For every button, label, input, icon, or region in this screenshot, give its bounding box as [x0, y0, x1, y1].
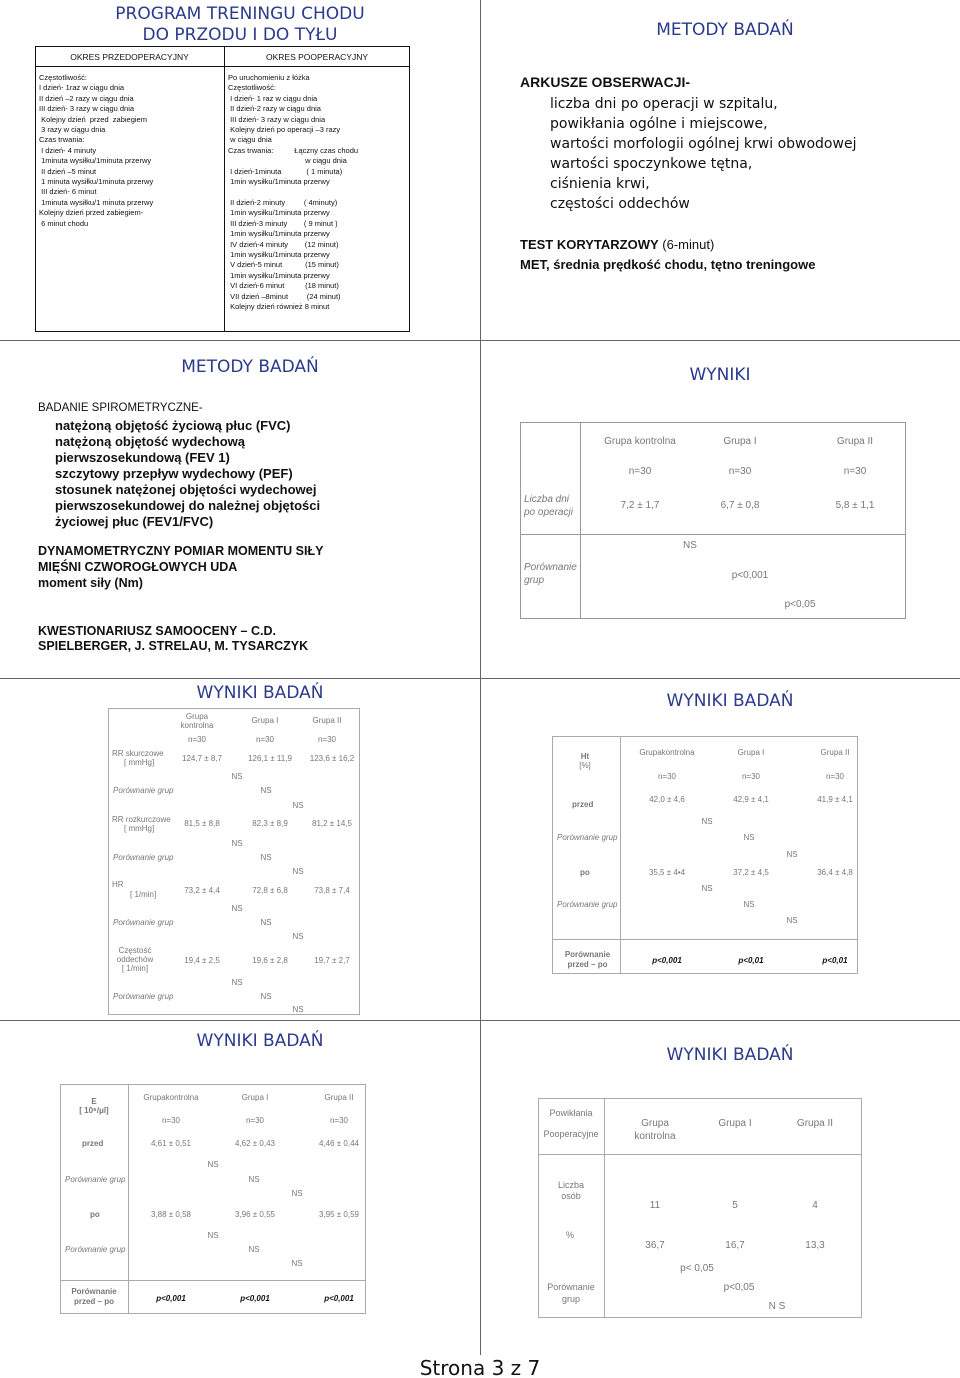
hdr-group1: Grupa I [718, 1118, 752, 1129]
ns-6: NS [786, 916, 798, 925]
row-complications: Powikłania [549, 1108, 593, 1118]
preop-line: II dzień –5 minut [39, 166, 97, 176]
preop-line: 3 razy w ciągu dnia [39, 125, 106, 135]
spiro-item: pierwszosekundową (FEV 1) [55, 450, 230, 465]
label-hr-unit: [ 1/min] [130, 890, 157, 899]
before-group1: 4,62 ± 0,43 [235, 1139, 275, 1148]
pp-group2: p<0,001 [324, 1294, 354, 1303]
table-rule [520, 534, 906, 535]
panel-title: WYNIKI [689, 365, 751, 385]
postop-line: II dzień-2 minuty ( 4minuty) [228, 197, 338, 207]
row-compare-2: grup [561, 1294, 580, 1304]
preop-line: 1 minuta wysiłku/1minuta przerwy [39, 177, 154, 187]
spiro-item: natężoną objętość wydechową [55, 434, 245, 449]
rr-d-control: 81,5 ± 8,8 [184, 819, 220, 828]
hdr-group1: Grupa I [251, 716, 279, 725]
n-group1: n=30 [245, 1116, 265, 1125]
resp-control: 19,4 ± 2,5 [184, 956, 220, 965]
ns-6: NS [291, 1259, 303, 1268]
table-rule [580, 422, 581, 619]
ns-3: NS [292, 801, 304, 810]
met-line: MET, średnia prędkość chodu, tętno treningowe [520, 257, 816, 272]
pct-group1: 16,7 [725, 1240, 745, 1251]
label-ht: Ht [580, 752, 590, 761]
n-group2: n=30 [329, 1116, 349, 1125]
pct-control: 36,7 [645, 1240, 665, 1251]
corridor-test-name: TEST KORYTARZOWY [520, 237, 659, 252]
ns-10: NS [231, 978, 243, 987]
corridor-test-duration: (6-minut) [658, 237, 715, 252]
hr-group2: 73,8 ± 7,4 [314, 886, 350, 895]
ns-5: NS [743, 900, 755, 909]
preop-schedule [39, 73, 153, 229]
preop-line: 1minuta wysiłku/1minuta przerwy [39, 156, 152, 166]
label-compare: Porównanie grup [557, 900, 618, 909]
after-group2: 3,95 ± 0,59 [319, 1210, 359, 1219]
label-before-after-2: przed – po [73, 1297, 114, 1306]
hdr-control: Grupa [185, 712, 209, 721]
table-column-rule [224, 46, 225, 332]
after-group2: 36,4 ± 4,8 [817, 868, 853, 877]
label-before-after-2: przed – po [567, 960, 608, 969]
n-control: n=30 [187, 735, 207, 744]
label-before-after: Porównanie [564, 950, 611, 959]
days-group2: 5,8 ± 1,1 [835, 500, 875, 511]
ns-3: NS [786, 850, 798, 859]
panel-title-line1: PROGRAM TRENINGU CHODU [115, 4, 365, 24]
preop-line: Częstotliwość: [39, 73, 87, 82]
preop-line: I dzień- 1raz w ciągu dnia [39, 83, 125, 93]
hdr-group1: Grupa I [737, 748, 765, 757]
postop-line: III dzień-3 minuty ( 9 minut ) [228, 218, 338, 228]
row-compare: Porównanie [547, 1282, 595, 1292]
postop-line: w ciągu dnia [228, 156, 347, 166]
row-label-days-2: po operacji [524, 507, 573, 518]
postop-line: VI dzień-6 minut (18 minut) [228, 281, 339, 291]
ns-8: NS [260, 918, 272, 927]
label-compare: Porównanie grup [113, 853, 174, 862]
preop-line: 1minuta wysiłku/1 minuta przerwy [39, 197, 154, 207]
after-control: 3,88 ± 0,58 [151, 1210, 191, 1219]
table-header-rule [35, 66, 410, 67]
postop-line: 1min wysiłku/1minuta przerwy [228, 270, 330, 280]
observation-item: wartości spoczynkowe tętna, [550, 156, 753, 172]
days-group1: 6,7 ± 0,8 [720, 500, 760, 511]
preop-line: Czas trwania: [39, 135, 85, 145]
preop-line: Kolejny dzień przed zabiegiem- [39, 208, 144, 218]
cmp-group1-group2: N S [768, 1301, 786, 1312]
postop-schedule [228, 73, 358, 312]
after-group1: 37,2 ± 4,5 [733, 868, 769, 877]
postop-line [228, 187, 358, 197]
hdr-group2: Grupa II [836, 436, 874, 447]
pct-group2: 13,3 [805, 1240, 825, 1251]
before-group2: 4,46 ± 0,44 [319, 1139, 359, 1148]
observation-item: wartości morfologii ogólnej krwi obwodowej [550, 136, 857, 152]
pp-group1: p<0,01 [738, 956, 764, 965]
label-compare: Porównanie grup [557, 833, 618, 842]
ns-11: NS [260, 992, 272, 1001]
spiro-heading: BADANIE SPIROMETRYCZNE- [38, 402, 203, 414]
label-compare: Porównanie grup [113, 992, 174, 1001]
table-rule [60, 1280, 366, 1281]
n-group1: n=30 [741, 772, 761, 781]
before-control: 4,61 ± 0,51 [151, 1139, 191, 1148]
ns-12: NS [292, 1005, 304, 1014]
n-group2: n=30 [317, 735, 337, 744]
panel-title: METODY BADAŃ [656, 20, 794, 40]
preop-line: III dzień- 3 razy w ciągu dnia [39, 104, 135, 114]
postop-line: Po uruchomieniu z łóżka [228, 73, 310, 82]
hdr-control: Grupa [641, 1118, 669, 1129]
label-rr-diastolic: RR rozkurczowe [112, 815, 171, 824]
n-control: n=30 [628, 466, 652, 477]
cmp-control-group1: p< 0,05 [680, 1263, 714, 1274]
results-table [520, 422, 906, 619]
label-compare: Porównanie grup [113, 786, 174, 795]
days-control: 7,2 ± 1,7 [620, 500, 660, 511]
rr-s-control: 124,7 ± 8,7 [182, 754, 222, 763]
panel-title: WYNIKI BADAŃ [196, 1031, 324, 1051]
label-after: po [580, 868, 590, 877]
hdr-control: Grupakontrolna [639, 748, 695, 757]
hdr-control: Grupakontrolna [143, 1093, 199, 1102]
spiro-item: stosunek natężonej objętości wydechowej [55, 482, 317, 497]
ns-9: NS [292, 932, 304, 941]
label-compare: Porównanie grup [65, 1175, 126, 1184]
rr-s-group1: 126,1 ± 11,9 [248, 754, 292, 763]
observation-item: ciśnienia krwi, [550, 176, 650, 192]
hdr-group1: Grupa I [723, 436, 757, 447]
postop-line: I dzień-1minuta ( 1 minuta) [228, 166, 343, 176]
ns-1: NS [701, 817, 713, 826]
ns-1: NS [207, 1160, 219, 1169]
rr-d-group1: 82,3 ± 8,9 [252, 819, 288, 828]
label-resp-rate-2: oddechów [116, 955, 154, 964]
cmp-control-group1: NS [683, 540, 697, 551]
row-label-days: Liczba dni [524, 494, 570, 505]
n-group1: n=30 [728, 466, 752, 477]
n-control: n=30 [161, 1116, 181, 1125]
row-label-compare-2: grup [524, 575, 545, 586]
hdr-control-2: kontrolna [180, 721, 214, 730]
preop-line: Kolejny dzień przed zabiegiem [39, 114, 147, 124]
preop-line: III dzień- 6 minut [39, 187, 97, 197]
col-header-preop: OKRES PRZEDOPERACYJNY [70, 52, 189, 62]
before-group2: 41,9 ± 4,1 [817, 795, 853, 804]
spiro-item: szczytowy przepływ wydechowy (PEF) [55, 466, 293, 481]
ns-6: NS [292, 867, 304, 876]
dynamometry-line: moment siły (Nm) [38, 576, 143, 590]
label-after: po [90, 1210, 100, 1219]
hdr-group2: Grupa II [324, 1093, 354, 1102]
label-ht-unit: [%] [579, 761, 591, 770]
label-rr-systolic-unit: [ mmHg] [124, 758, 155, 767]
postop-line: w ciągu dnia [228, 135, 272, 145]
row-label-compare: Porównanie [524, 562, 577, 573]
postop-line: VII dzień –8minut (24 minut) [228, 291, 341, 301]
table-rule [538, 1154, 862, 1155]
questionnaire-line: SPIELBERGER, J. STRELAU, M. TYSARCZYK [38, 639, 309, 653]
ns-3: NS [291, 1189, 303, 1198]
label-resp-rate: Częstość [118, 946, 152, 955]
count-group2: 4 [812, 1200, 818, 1211]
postop-line: 1min wysiłku/1minuta przerwy [228, 229, 330, 239]
panel-title: WYNIKI BADAŃ [196, 683, 324, 703]
ns-2: NS [248, 1175, 260, 1184]
observation-item: liczba dni po operacji w szpitalu, [550, 96, 778, 112]
postop-line: IV dzień-4 minuty (12 minut) [228, 239, 339, 249]
pp-group1: p<0,001 [240, 1294, 270, 1303]
panel-divider [480, 678, 481, 1020]
label-compare: Porównanie grup [65, 1245, 126, 1254]
n-group2: n=30 [825, 772, 845, 781]
spiro-item: życiowej płuc (FEV1/FVC) [55, 514, 214, 529]
label-hr: HR [112, 880, 124, 889]
preop-line: 6 minut chodu [39, 218, 89, 228]
row-count-2: osób [561, 1191, 581, 1201]
resp-group2: 19,7 ± 2,7 [314, 956, 350, 965]
rr-s-group2: 123,6 ± 16,2 [309, 754, 355, 763]
pp-control: p<0,001 [652, 956, 682, 965]
ns-5: NS [260, 853, 272, 862]
row-complications-2: Pooperacyjne [543, 1129, 599, 1139]
hdr-group2: Grupa II [312, 716, 342, 725]
postop-line: V dzień-5 minut (15 minut) [228, 260, 339, 270]
postop-line: Kolejny dzień również 8 minut [228, 301, 330, 311]
observation-heading: ARKUSZE OBSERWACJI- [520, 74, 691, 90]
observation-list [550, 94, 856, 214]
spiro-item: pierwszosekundowej do należnej objętości [55, 498, 321, 513]
label-before-after: Porównanie [71, 1287, 117, 1296]
label-rr-systolic: RR skurczowe [112, 749, 164, 758]
after-group1: 3,96 ± 0,55 [235, 1210, 275, 1219]
n-control: n=30 [657, 772, 677, 781]
table-rule [604, 1098, 605, 1318]
label-resp-rate-unit: [ 1/min] [121, 964, 149, 973]
preop-line: II dzień –2 razy w ciągu dnia [39, 93, 134, 103]
postop-line: III dzień- 3 razy w ciągu dnia [228, 114, 326, 124]
corridor-test [520, 237, 714, 252]
cmp-control-group2: p<0,001 [731, 570, 769, 581]
observation-item: powikłania ogólne i miejscowe, [550, 116, 768, 132]
pp-group2: p<0,01 [822, 956, 848, 965]
row-percent: % [566, 1230, 575, 1240]
cmp-control-group2: p<0,05 [723, 1282, 755, 1293]
postop-line: II dzień-2 razy w ciągu dnia [228, 104, 321, 114]
ns-2: NS [260, 786, 272, 795]
ns-4: NS [207, 1231, 219, 1240]
panel-title: METODY BADAŃ [181, 357, 319, 377]
hdr-control: Grupa kontrolna [604, 436, 676, 447]
rr-d-group2: 81,2 ± 14,5 [312, 819, 352, 828]
panel-title-line2: DO PRZODU I DO TYŁU [142, 25, 338, 45]
cmp-group1-group2: p<0,05 [784, 599, 816, 610]
before-control: 42,0 ± 4,6 [649, 795, 685, 804]
hr-control: 73,2 ± 4,4 [184, 886, 220, 895]
ns-7: NS [231, 904, 243, 913]
ns-5: NS [248, 1245, 260, 1254]
col-header-postop: OKRES POOPERACYJNY [265, 52, 369, 62]
hdr-group2: Grupa II [820, 748, 850, 757]
ns-2: NS [743, 833, 755, 842]
postop-line: Kolejny dzień po operacji –3 razy [228, 125, 341, 135]
ns-1: NS [231, 772, 243, 781]
hdr-control-2: kontrolna [634, 1131, 676, 1142]
label-rr-diastolic-unit: [ mmHg] [124, 824, 155, 833]
resp-group1: 19,6 ± 2,8 [252, 956, 288, 965]
postop-line: 1min wysiłku/1minuta przerwy [228, 177, 330, 187]
dynamometry-line: DYNAMOMETRYCZNY POMIAR MOMENTU SIŁY [38, 544, 324, 558]
label-before: przed [572, 800, 594, 809]
count-control: 11 [649, 1200, 661, 1211]
observation-item: częstości oddechów [550, 196, 690, 212]
spiro-item: natężoną objętość życiową płuc (FVC) [55, 418, 291, 433]
ns-4: NS [231, 839, 243, 848]
preop-line: I dzień- 4 minuty [39, 145, 97, 155]
hdr-group1: Grupa I [241, 1093, 269, 1102]
panel-divider [480, 0, 481, 340]
panel-divider [480, 340, 481, 678]
count-group1: 5 [732, 1200, 738, 1211]
after-control: 35,5 ± 4•4 [648, 868, 686, 877]
hr-group1: 72,8 ± 6,8 [252, 886, 288, 895]
panel-divider [480, 1020, 481, 1355]
hdr-group2: Grupa II [796, 1118, 834, 1129]
before-group1: 42,9 ± 4,1 [733, 795, 769, 804]
postop-line: 1min wysiłku/1minuta przerwy [228, 249, 330, 259]
n-group1: n=30 [255, 735, 275, 744]
postop-line: I dzień- 1 raz w ciągu dnia [228, 93, 318, 103]
row-count: Liczba [557, 1180, 584, 1190]
label-before: przed [82, 1139, 104, 1148]
label-compare: Porównanie grup [113, 918, 174, 927]
questionnaire-block [38, 624, 308, 654]
table-rule [552, 939, 858, 940]
dynamometry-block [38, 543, 323, 591]
dynamometry-line: MIĘŚNI CZWOROGŁOWYCH UDA [38, 560, 238, 574]
questionnaire-line: KWESTIONARIUSZ SAMOOCENY – C.D. [38, 624, 276, 638]
label-e: E [91, 1097, 97, 1106]
page-footer: Strona 3 z 7 [419, 1356, 541, 1378]
label-e-unit: [ 10⁶/μl] [79, 1106, 109, 1115]
postop-line: 1min wysiłku/1minuta przerwy [228, 208, 330, 218]
postop-line: Czas trwania: Łączny czas chodu [228, 145, 359, 155]
ns-4: NS [701, 884, 713, 893]
panel-title: WYNIKI BADAŃ [666, 691, 794, 711]
spiro-list [55, 418, 320, 530]
postop-line: Częstotliwość: [228, 83, 276, 93]
panel-title: WYNIKI BADAŃ [666, 1045, 794, 1065]
n-group2: n=30 [843, 466, 867, 477]
pp-control: p<0,001 [156, 1294, 186, 1303]
